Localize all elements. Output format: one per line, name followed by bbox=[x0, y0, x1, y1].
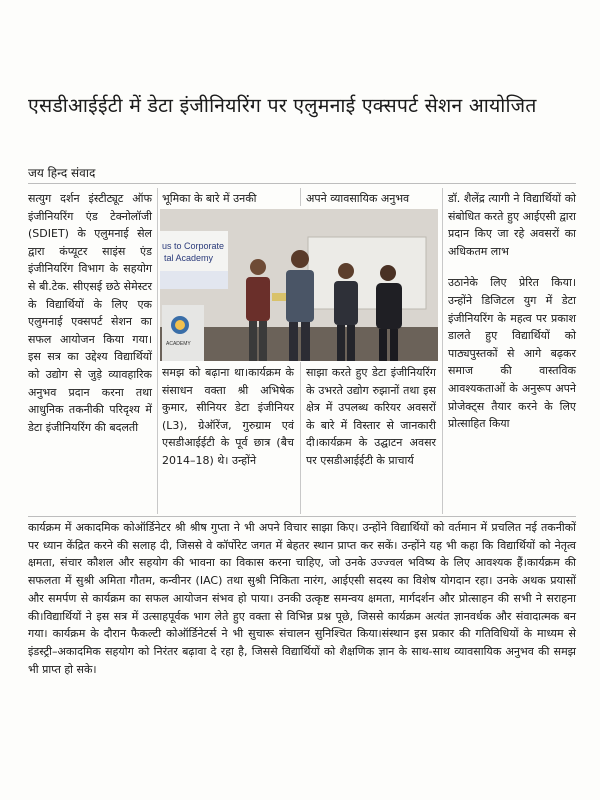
column-2-bottom bbox=[162, 364, 294, 470]
column-separator bbox=[300, 188, 301, 206]
column-2-top-text: भूमिका के बारे में उनकी bbox=[162, 192, 257, 205]
podium-text: ACADEMY bbox=[166, 341, 191, 347]
column-3-top bbox=[306, 190, 436, 208]
column-1 bbox=[28, 190, 152, 436]
column-separator bbox=[157, 188, 158, 514]
middle-rule bbox=[28, 516, 576, 517]
banner-text-1: us to Corporate bbox=[162, 241, 225, 251]
column-2-bottom-text: समझ को बढ़ाना था।कार्यक्रम के संसाधन वक्ता श्री अभिषेक कुमार, सीनियर डेटा इंजीनियर (L3), ग्रेऑरेंज, गुरुग्राम एवं एसडीआईईटी के पूर्व छात्र (बैच 2014–18) थे। उन्होंने bbox=[162, 366, 294, 467]
column-separator bbox=[300, 362, 301, 514]
event-photo-image bbox=[160, 209, 438, 361]
column-3-bottom bbox=[306, 364, 436, 470]
byline: जय हिन्द संवाद bbox=[28, 166, 96, 180]
column-3-top-text: अपने व्यावसायिक अनुभव bbox=[306, 192, 410, 205]
column-separator bbox=[442, 188, 443, 514]
top-rule bbox=[28, 183, 576, 184]
headline: एसडीआईईटी में डेटा इंजीनियरिंग पर एलुमनाई एक्सपर्ट सेशन आयोजित bbox=[28, 94, 537, 117]
column-2-top bbox=[162, 190, 294, 208]
column-4 bbox=[448, 190, 576, 433]
event-photo bbox=[160, 209, 438, 361]
column-3-bottom-text: साझा करते हुए डेटा इंजीनियरिंग के उभरते उद्योग रुझानों तथा इस क्षेत्र में उपलब्ध करियर अवसरों के बारे में विस्तार से जानकारी दी।कार्यक्रम के उद्घाटन अवसर पर एसडीआईईटी के प्राचार्य bbox=[306, 366, 436, 467]
column-1-text: सत्युग दर्शन इंस्टीट्यूट ऑफ इंजीनियरिंग एंड टेक्नोलॉजी (SDIET) के एलुमनाई सेल द्वारा कंप्यूटर साइंस एंड इंजीनियरिंग विभाग के सहयोग से बी.टेक. सीएसई छठे सेमेस्टर के विद्यार्थियों के लिए एक एलुमनाई एक्सपर्ट सेशन का सफल आयोजन किया गया। इस सत्र का उद्देश्य विद्यार्थियों को उद्योग से जुड़े व्यावहारिक अनुभव प्रदान करना तथा आधुनिक तकनीकी परिदृश्य में डेटा इंजीनियरिंग की बदलती bbox=[28, 192, 152, 434]
column-4-paragraph-1: डॉ. शैलेंद्र त्यागी ने विद्यार्थियों को संबोधित करते हुए आईएसी द्वारा प्रदान किए जा रहे अवसरों का अधिकतम लाभ bbox=[448, 192, 576, 258]
column-4-paragraph-2: उठानेके लिए प्रेरित किया। उन्होंने डिजिटल युग में डेटा इंजीनियरिंग के महत्व पर प्रकाश डालते हुए विद्यार्थियों को पाठ्यपुस्तकों से आगे बढ़कर समाज की वास्तविक आवश्यकताओं के अनुरूप अपने प्रोजेक्ट्स तैयार करने के लिए प्रोत्साहित किया bbox=[448, 276, 576, 431]
bottom-paragraph: कार्यक्रम में अकादमिक कोऑर्डिनेटर श्री श्रीष गुप्ता ने भी अपने विचार साझा किए। उन्होंने विद्यार्थियों को वर्तमान में प्रचलित नई तकनीकों पर ध्यान केंद्रित करने की सलाह दी, जिससे वे कॉर्पोरेट जगत में बेहतर स्थान प्राप्त कर सकें। उन्होंने यह भी कहा कि विद्यार्थियों को नेतृत्व क्षमता, संचार कौशल और सहयोग की भावना का विकास करना चाहिए, जो उनके उज्ज्वल भविष्य के लिए आवश्यक हैं।कार्यक्रम की सफलता में सुश्री अमिता गौतम, कन्वीनर (IAC) तथा सुश्री निकिता नारंग, आईएसी सदस्य का विशेष योगदान रहा। उनके अथक प्रयासों और समर्पण से कार्यक्रम का सफल आयोजन संभव हो पाया। उनकी उत्कृष्ट समन्वय क्षमता, मार्गदर्शन और प्रोत्साहन की सभी ने सराहना की।विद्यार्थियों ने इस सत्र में उत्साहपूर्वक भाग लेते हुए वक्ता से विभिन्न प्रश्न पूछे, जिससे कार्यक्रम अत्यंत ज्ञानवर्धक और संवादात्मक बन गया। कार्यक्रम के दौरान फैकल्टी कोऑर्डिनेटर्स ने भी सुचारू संचालन सुनिश्चित किया।संस्थान इस प्रकार की गतिविधियों के माध्यम से इंडस्ट्री–अकादमिक सहयोग को निरंतर बढ़ावा दे रहा है, जिससे विद्यार्थियों को शैक्षणिक ज्ञान के साथ-साथ व्यावसायिक अनुभव की समझ भी प्राप्त हो सके। bbox=[28, 521, 576, 676]
banner-text-2: tal Academy bbox=[164, 253, 214, 263]
